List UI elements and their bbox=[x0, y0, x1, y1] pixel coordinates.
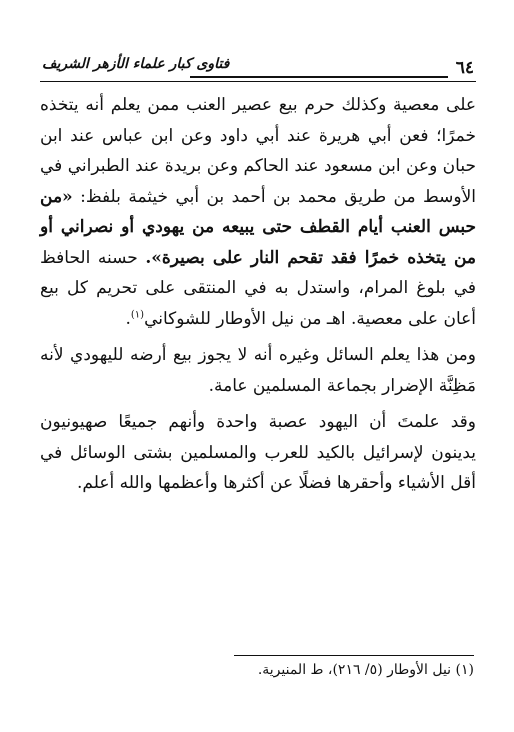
paragraph-2: ومن هذا يعلم السائل وغيره أنه لا يجوز بيع أرضه لليهودي لأنه مَظِنَّة الإضرار بجماعة المسلمين عامة. bbox=[40, 345, 476, 396]
header-underline bbox=[40, 81, 476, 82]
paragraph-1-tail: . bbox=[125, 308, 131, 329]
running-title: فتاوى كبار علماء الأزهر الشريف bbox=[42, 56, 230, 72]
paragraph-1-end: حسنه الحافظ في بلوغ المرام، واستدل به في المنتقى على تحريم كل بيع أعان على معصية. اهـ من نيل الأوطار للشوكاني bbox=[40, 247, 476, 329]
footnote-separator bbox=[234, 655, 474, 656]
paragraph-1-text: على معصية وكذلك حرم بيع عصير العنب ممن يعلم أنه يتخذه خمرًا؛ فعن أبي هريرة عند أبي داود وعن ابن عباس عند ابن حبان وعن ابن مسعود عند الحاكم وعن بريدة عند الطبراني في الأوسط من طريق محمد بن أحمد بن أبي خيثمة بلفظ: bbox=[40, 95, 477, 207]
footnote-reference[interactable]: (١) bbox=[130, 308, 145, 320]
running-header bbox=[40, 52, 476, 86]
paragraph-1 bbox=[40, 90, 476, 334]
header-rule bbox=[190, 76, 448, 78]
page-number: ٦٤ bbox=[455, 58, 474, 78]
footnote: (١) نيل الأوطار (٥/ ٢١٦)، ط المنيرية. bbox=[257, 662, 474, 678]
main-text bbox=[40, 90, 476, 499]
paragraph-3: وقد علمتَ أن اليهود عصبة واحدة وأنهم جميعًا صهيونيون يدينون لإسرائيل بالكيد للعرب والمسلمين بشتى الوسائل في أقل الأشياء وأحقرها فضلًا عن أكثرها وأعظمها والله أعلم. bbox=[40, 412, 476, 493]
hadith-quote: «من حبس العنب أيام القطف حتى يبيعه من يهودي أو نصراني أو من يتخذه خمرًا فقد تقحم النار على بصيرة». bbox=[40, 186, 476, 268]
